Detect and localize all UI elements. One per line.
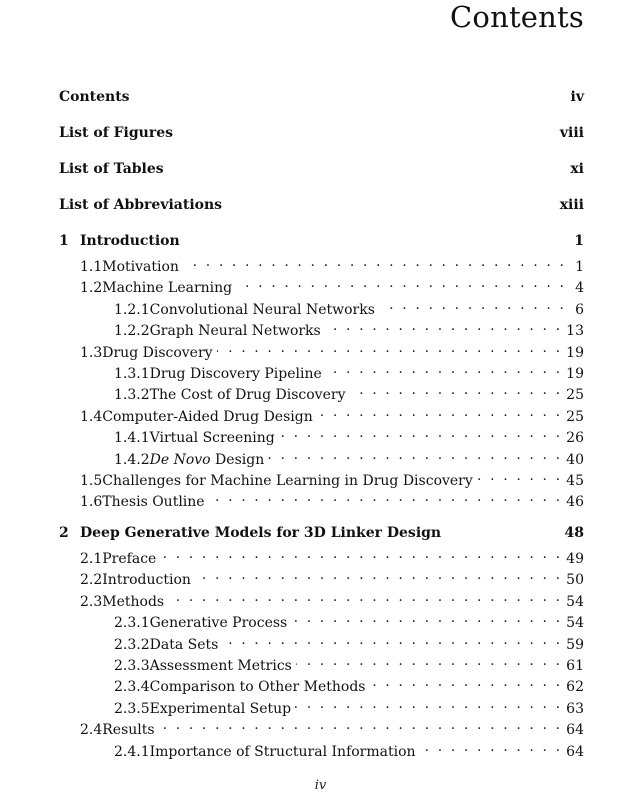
toc-subsection-entry[interactable]: [59, 360, 584, 383]
toc-entry-title: Results: [102, 722, 155, 739]
toc-entry-number: 1.3.1: [114, 366, 150, 382]
toc-entry-number: 2.4: [80, 722, 103, 739]
toc-leader-dots: [326, 360, 562, 378]
toc-section-entry[interactable]: [59, 545, 584, 568]
toc-entry-number: 2.3.3: [114, 658, 150, 674]
toc-entry-page: 50: [566, 572, 584, 589]
toc-entry-page: 19: [566, 366, 584, 382]
toc-front-entry[interactable]: [59, 124, 584, 142]
toc-leader-dots: [325, 317, 562, 335]
toc-entry-number: 1.4.2: [114, 451, 150, 468]
toc-entry-title: List of Tables: [59, 161, 164, 177]
toc-entry-page: 46: [566, 494, 584, 511]
toc-leader-dots: [370, 673, 563, 691]
toc-subsection-entry[interactable]: [59, 381, 584, 404]
toc-entry-number: 1: [59, 233, 69, 249]
toc-entry-title: Generative Process: [149, 615, 288, 632]
toc-entry-title: Contents: [59, 89, 130, 105]
toc-entry-title: Preface: [102, 551, 157, 567]
toc-entry-page: 59: [566, 636, 584, 653]
toc-entry-title: Introduction: [80, 233, 180, 249]
toc-entry-page: 25: [566, 408, 584, 425]
toc-entry-page: 13: [566, 323, 584, 340]
toc-entry-page: iv: [570, 89, 584, 105]
toc-leader-dots: [217, 339, 563, 357]
toc-subsection-entry[interactable]: [59, 673, 584, 696]
toc-entry-page: 54: [566, 615, 584, 632]
toc-entry-title: [150, 451, 265, 469]
toc-section-entry[interactable]: [59, 467, 584, 490]
toc-entry-number: 1.1: [80, 259, 103, 275]
toc-leader-dots: [195, 566, 562, 584]
toc-entry-page: 26: [566, 430, 584, 447]
toc-leader-dots: [317, 403, 562, 421]
toc-section-entry[interactable]: [59, 566, 584, 589]
toc-entry-title: Computer-Aided Drug Design: [102, 408, 313, 425]
toc-subsection-entry[interactable]: [59, 446, 584, 469]
toc-entry-number: 2.2: [80, 572, 103, 589]
toc-chapter-entry[interactable]: [59, 524, 584, 542]
toc-entry-page: 64: [566, 743, 584, 760]
toc-entry-page: 19: [566, 344, 584, 361]
toc-entry-title: List of Figures: [59, 125, 174, 141]
toc-entry-title: Data Sets: [149, 636, 219, 653]
toc-entry-title: Methods: [102, 593, 165, 610]
toc-entry-number: 2.3.2: [114, 636, 150, 653]
toc-leader-dots: [296, 652, 562, 670]
toc-entry-number: 1.4: [80, 408, 103, 425]
toc-entry-title: Graph Neural Networks: [149, 323, 321, 340]
toc-leader-dots: [295, 695, 562, 713]
toc-entry-title: List of Abbreviations: [59, 197, 223, 213]
toc-section-entry[interactable]: [59, 253, 584, 276]
toc-subsection-entry[interactable]: [59, 652, 584, 675]
toc-subsection-entry[interactable]: [59, 609, 584, 632]
toc-leader-dots: [236, 274, 566, 292]
toc-entry-title: Machine Learning: [102, 280, 233, 297]
toc-entry-page: 64: [566, 722, 584, 739]
toc-entry-title-rest: Design: [210, 451, 265, 468]
toc-entry-number: 2.3.1: [114, 615, 150, 632]
toc-entry-number: 1.6: [80, 494, 103, 511]
toc-subsection-entry[interactable]: [59, 317, 584, 340]
toc-leader-dots: [168, 588, 562, 606]
toc-entry-page: 49: [566, 551, 584, 567]
toc-section-entry[interactable]: [59, 588, 584, 611]
toc-entry-number: 1.4.1: [114, 430, 150, 447]
toc-entry-title: Importance of Structural Information: [149, 743, 416, 760]
toc-front-entry[interactable]: [59, 88, 584, 106]
toc-entry-page: 25: [566, 387, 584, 404]
toc-chapter-entry[interactable]: [59, 232, 584, 250]
toc-subsection-entry[interactable]: [59, 424, 584, 447]
toc-leader-dots: [279, 424, 562, 442]
toc-entry-page: 54: [566, 593, 584, 610]
toc-front-entry[interactable]: [59, 160, 584, 178]
toc-entry-page: viii: [559, 125, 584, 141]
toc-entry-number: 1.2: [80, 280, 103, 297]
toc-entry-title: Convolutional Neural Networks: [149, 301, 375, 318]
toc-entry-title: Drug Discovery Pipeline: [149, 366, 322, 382]
toc-entry-title: Experimental Setup: [149, 700, 292, 717]
page-number-footer: iv: [314, 778, 327, 793]
toc-subsection-entry[interactable]: [59, 631, 584, 654]
toc-entry-page: 45: [566, 473, 584, 489]
toc-entry-title: Deep Generative Models for 3D Linker Design: [80, 525, 442, 541]
toc-entry-page: 4: [575, 280, 584, 297]
toc-subsection-entry[interactable]: [59, 296, 584, 319]
toc-entry-title: Thesis Outline: [102, 494, 205, 511]
toc-leader-dots: [159, 716, 563, 734]
toc-leader-dots: [209, 488, 563, 506]
toc-entry-page: xiii: [559, 197, 584, 213]
toc-section-entry[interactable]: [59, 403, 584, 426]
toc-entry-page: xi: [570, 161, 584, 177]
toc-section-entry[interactable]: [59, 716, 584, 739]
toc-leader-dots: [160, 545, 562, 563]
toc-entry-title: Virtual Screening: [149, 430, 275, 447]
page-title: Contents: [450, 0, 584, 34]
toc-entry-number: 1.3.2: [114, 387, 150, 404]
toc-entry-number: 1.2.2: [114, 323, 150, 340]
toc-leader-dots: [291, 609, 562, 627]
toc-section-entry[interactable]: [59, 339, 584, 362]
toc-entry-page: 1: [574, 233, 584, 249]
toc-front-entry[interactable]: [59, 196, 584, 214]
toc-entry-number: 2.3: [80, 593, 103, 610]
toc-section-entry[interactable]: [59, 274, 584, 297]
toc-entry-page: 6: [575, 301, 584, 318]
toc-leader-dots: [477, 467, 562, 485]
toc-entry-title: Drug Discovery: [102, 344, 213, 361]
toc-subsection-entry[interactable]: [59, 695, 584, 718]
toc-entry-number: 1.5: [80, 473, 103, 489]
toc-entry-number: 2: [59, 525, 69, 541]
toc-entry-page: 40: [566, 451, 584, 468]
toc-entry-number: 2.1: [80, 551, 103, 567]
toc-entry-page: 63: [566, 700, 584, 717]
toc-leader-dots: [349, 381, 562, 399]
toc-leader-dots: [379, 296, 566, 314]
toc-entry-number: 1.3: [80, 344, 103, 361]
toc-leader-dots: [183, 253, 566, 271]
toc-leader-dots: [222, 631, 562, 649]
toc-entry-number: 2.4.1: [114, 743, 150, 760]
toc-entry-title: Introduction: [102, 572, 191, 589]
toc-entry-number: 2.3.4: [114, 679, 150, 696]
toc-entry-number: 2.3.5: [114, 700, 150, 717]
toc-entry-page: 62: [566, 679, 584, 696]
toc-entry-number: 1.2.1: [114, 301, 150, 318]
toc-leader-dots: [420, 738, 563, 756]
toc-entry-page: 61: [566, 658, 584, 674]
toc-entry-title: Comparison to Other Methods: [149, 679, 366, 696]
toc-entry-page: 1: [575, 259, 584, 275]
toc-entry-title: Assessment Metrics: [149, 658, 292, 674]
toc-leader-dots: [268, 446, 562, 464]
toc-entry-page: 48: [564, 525, 584, 541]
toc-subsection-entry[interactable]: [59, 738, 584, 761]
toc-section-entry[interactable]: [59, 488, 584, 511]
toc-entry-title: Challenges for Machine Learning in Drug Discovery: [102, 473, 473, 489]
toc-entry-title: The Cost of Drug Discovery: [149, 387, 346, 404]
toc-entry-title-italic: De Novo: [149, 451, 211, 468]
toc-entry-title: Motivation: [102, 259, 179, 275]
